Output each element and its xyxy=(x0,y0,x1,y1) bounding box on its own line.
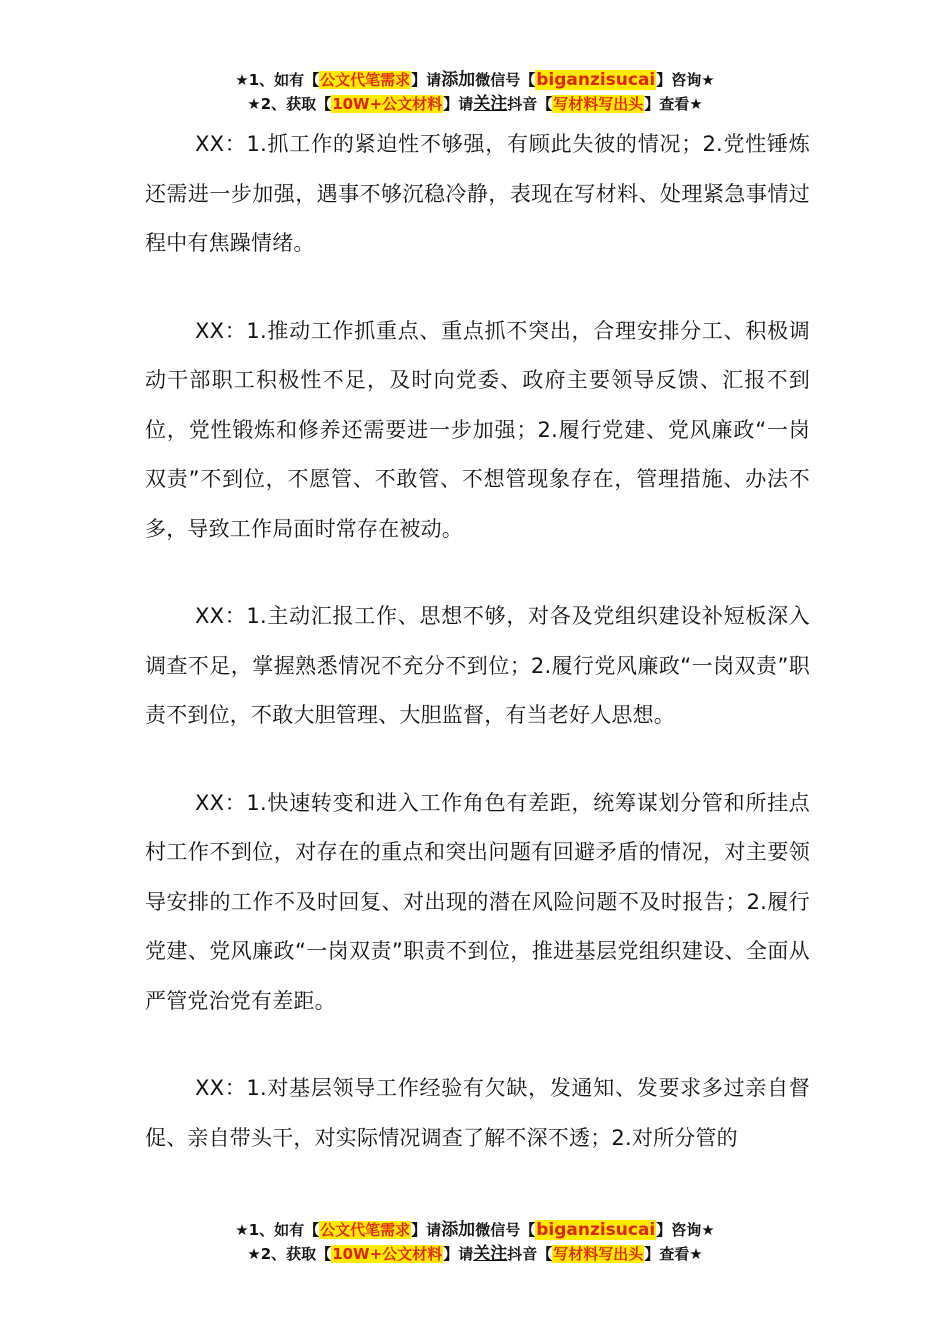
document-body xyxy=(145,120,810,1201)
promo-line-1 xyxy=(0,1218,950,1242)
promo-text: 抖音【 xyxy=(507,95,553,113)
promo-text: 】请 xyxy=(443,95,474,113)
promo-footer xyxy=(0,1218,950,1266)
promo-text: ★1、如有【 xyxy=(235,71,320,89)
promo-text: ★1、如有【 xyxy=(235,1221,320,1239)
paragraph: XX：1.主动汇报工作、思想不够，对各及党组织建设补短板深入调查不足，掌握熟悉情况不充分不到位；2.履行党风廉政“一岗双责”职责不到位，不敢大胆管理、大胆监督，有当老好人思想。 xyxy=(145,604,810,727)
promo-line-2 xyxy=(0,1242,950,1266)
promo-emphasis: 关注 xyxy=(473,94,508,114)
promo-text: 】请 xyxy=(411,71,442,89)
promo-text: ★2、获取【 xyxy=(247,1245,332,1263)
promo-text: 】咨询★ xyxy=(656,1221,715,1239)
promo-highlight: 公文代笔需求 xyxy=(320,1221,411,1239)
promo-text: 】请 xyxy=(411,1221,442,1239)
promo-text: 微信号【 xyxy=(475,1221,536,1239)
paragraph: XX：1.对基层领导工作经验有欠缺，发通知、发要求多过亲自督促、亲自带头干，对实际情况调查了解不深不透；2.对所分管的 xyxy=(145,1076,810,1150)
promo-line-1 xyxy=(0,68,950,92)
promo-wechat-id: biganzisucai xyxy=(536,70,656,90)
promo-text: ★2、获取【 xyxy=(247,95,332,113)
promo-emphasis: 添加 xyxy=(441,70,476,90)
promo-text: 】查看★ xyxy=(644,95,703,113)
promo-douyin-name: 写材料写出头 xyxy=(553,95,644,113)
promo-highlight: 公文代笔需求 xyxy=(320,71,411,89)
promo-emphasis: 关注 xyxy=(473,1244,508,1264)
promo-highlight: 10W+公文材料 xyxy=(332,1245,443,1263)
promo-highlight: 10W+公文材料 xyxy=(332,95,443,113)
promo-header xyxy=(0,68,950,116)
paragraph: XX：1.抓工作的紧迫性不够强，有顾此失彼的情况；2.党性锤炼还需进一步加强，遇事不够沉稳冷静，表现在写材料、处理紧急事情过程中有焦躁情绪。 xyxy=(145,132,810,255)
promo-text: 】请 xyxy=(443,1245,474,1263)
promo-line-2 xyxy=(0,92,950,116)
promo-text: 抖音【 xyxy=(507,1245,553,1263)
paragraph: XX：1.快速转变和进入工作角色有差距，统筹谋划分管和所挂点村工作不到位，对存在的重点和突出问题有回避矛盾的情况，对主要领导安排的工作不及时回复、对出现的潜在风险问题不及时报告；2.履行党建、党风廉政“一岗双责”职责不到位，推进基层党组织建设、全面从严管党治党有差距。 xyxy=(145,790,810,1013)
promo-text: 微信号【 xyxy=(475,71,536,89)
promo-emphasis: 添加 xyxy=(441,1220,476,1240)
promo-douyin-name: 写材料写出头 xyxy=(553,1245,644,1263)
paragraph: XX：1.推动工作抓重点、重点抓不突出，合理安排分工、积极调动干部职工积极性不足，及时向党委、政府主要领导反馈、汇报不到位，党性锻炼和修养还需要进一步加强；2.履行党建、党风廉政“一岗双责”不到位，不愿管、不敢管、不想管现象存在，管理措施、办法不多，导致工作局面时常存在被动。 xyxy=(145,318,810,541)
promo-text: 】咨询★ xyxy=(656,71,715,89)
promo-wechat-id: biganzisucai xyxy=(536,1220,656,1240)
promo-text: 】查看★ xyxy=(644,1245,703,1263)
